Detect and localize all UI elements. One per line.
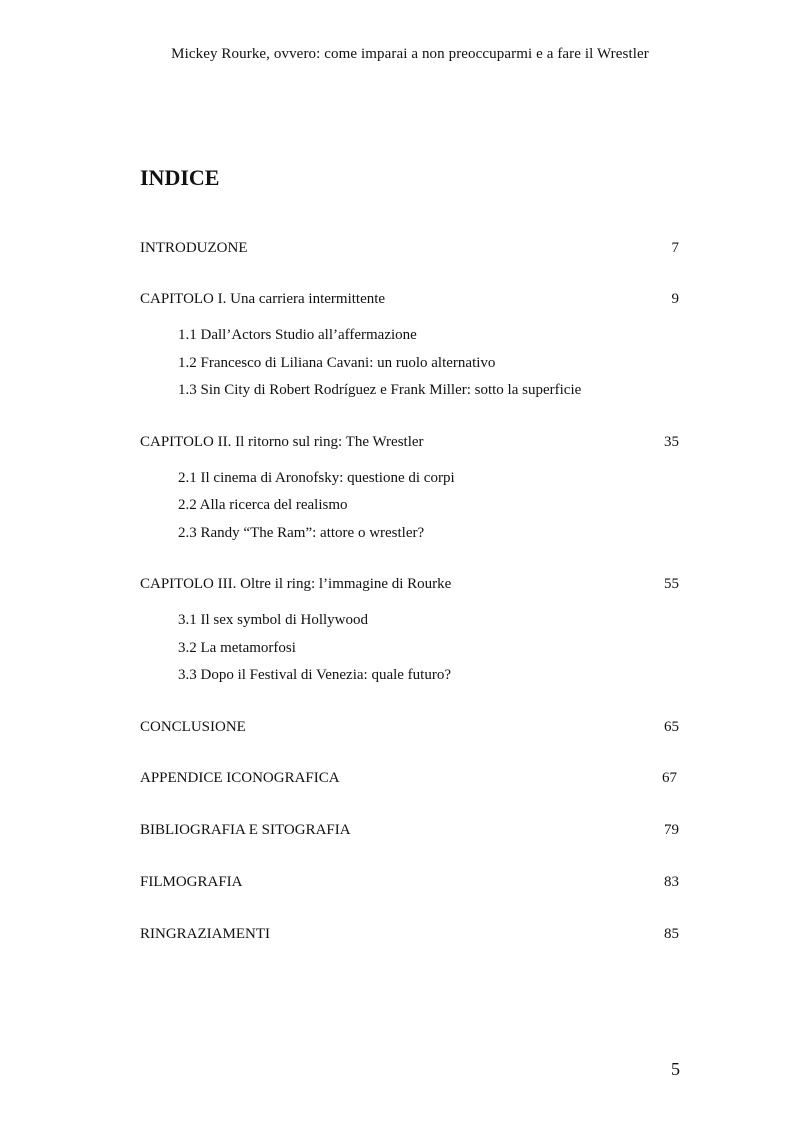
toc-section-2-1: 2.1 Il cinema di Aronofsky: questione di corpi <box>178 470 455 486</box>
toc-entry-page: 65 <box>664 719 679 735</box>
toc-entry-page: 55 <box>664 576 679 592</box>
toc-section-1-2: 1.2 Francesco di Liliana Cavani: un ruolo alternativo <box>178 355 496 371</box>
toc-entry-label: CAPITOLO I. Una carriera intermittente <box>140 291 386 307</box>
toc-entry-label: BIBLIOGRAFIA E SITOGRAFIA <box>140 822 351 838</box>
toc-entry-page: 7 <box>671 240 679 256</box>
toc-section-3-1: 3.1 Il sex symbol di Hollywood <box>178 612 368 628</box>
toc-entry-page: 35 <box>664 434 679 450</box>
toc-entry-page: 85 <box>664 926 679 942</box>
page-number: 5 <box>671 1059 680 1079</box>
toc-entry-label: CAPITOLO II. Il ritorno sul ring: The Wrestler <box>140 434 424 450</box>
toc-section-1-3: 1.3 Sin City di Robert Rodríguez e Frank Miller: sotto la superficie <box>178 382 582 398</box>
toc-entry-label: RINGRAZIAMENTI <box>140 926 270 942</box>
toc-section-1-1: 1.1 Dall’Actors Studio all’affermazione <box>178 327 417 343</box>
toc-entry-label: APPENDICE ICONOGRAFICA <box>140 770 340 786</box>
toc-section-3-2: 3.2 La metamorfosi <box>178 640 296 656</box>
toc-entry-label: CAPITOLO III. Oltre il ring: l’immagine di Rourke <box>140 576 452 592</box>
toc-entry-label: INTRODUZONE <box>140 240 248 256</box>
toc-section-2-2: 2.2 Alla ricerca del realismo <box>178 497 348 513</box>
index-title: INDICE <box>140 165 220 190</box>
toc-entry-label: FILMOGRAFIA <box>140 874 243 890</box>
toc-entry-page: 79 <box>664 822 679 838</box>
toc-entry-page: 9 <box>671 291 679 307</box>
toc-entry-page: 67 <box>662 770 677 786</box>
toc-entry-page: 83 <box>664 874 679 890</box>
toc-section-3-3: 3.3 Dopo il Festival di Venezia: quale futuro? <box>178 667 451 683</box>
toc-entry-label: CONCLUSIONE <box>140 719 246 735</box>
running-header: Mickey Rourke, ovvero: come imparai a non preoccuparmi e a fare il Wrestler <box>171 46 649 62</box>
toc-section-2-3: 2.3 Randy “The Ram”: attore o wrestler? <box>178 525 425 541</box>
